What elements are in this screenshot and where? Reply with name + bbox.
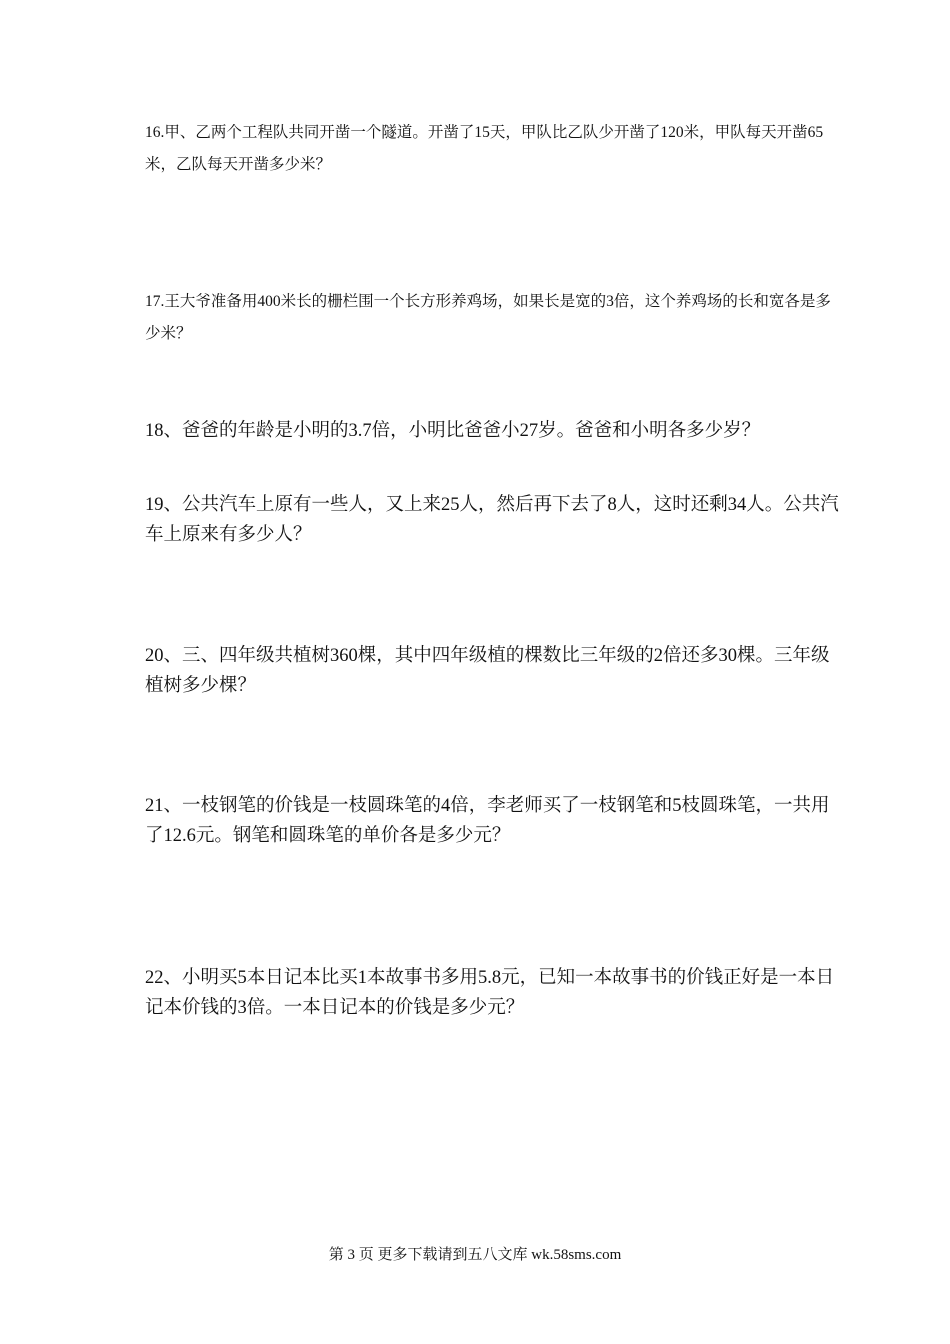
question-19: 19、公共汽车上原有一些人，又上来25人，然后再下去了8人，这时还剩34人。公共汽车上原来有多少人？ [145,495,839,545]
question-21: 21、一枝钢笔的价钱是一枝圆珠笔的4倍，李老师买了一枝钢笔和5枝圆珠笔，一共用了12.6元。钢笔和圆珠笔的单价各是多少元？ [145,796,830,846]
page-footer: 第 3 页 更多下载请到五八文库 wk.58sms.com [328,1247,622,1263]
question-17: 17.王大爷准备用400米长的栅栏围一个长方形养鸡场，如果长是宽的3倍，这个养鸡场的长和宽各是多少米？ [145,293,831,342]
question-20: 20、三、四年级共植树360棵，其中四年级植的棵数比三年级的2倍还多30棵。三年级植树多少棵？ [145,646,830,696]
question-16: 16.甲、乙两个工程队共同开凿一个隧道。开凿了15天，甲队比乙队少开凿了120米，甲队每天开凿65米，乙队每天开凿多少米？ [145,124,824,173]
question-22: 22、小明买5本日记本比买1本故事书多用5.8元，已知一本故事书的价钱正好是一本日记本价钱的3倍。一本日记本的价钱是多少元？ [145,968,835,1018]
question-18: 18、爸爸的年龄是小明的3.7倍，小明比爸爸小27岁。爸爸和小明各多少岁？ [145,421,761,441]
